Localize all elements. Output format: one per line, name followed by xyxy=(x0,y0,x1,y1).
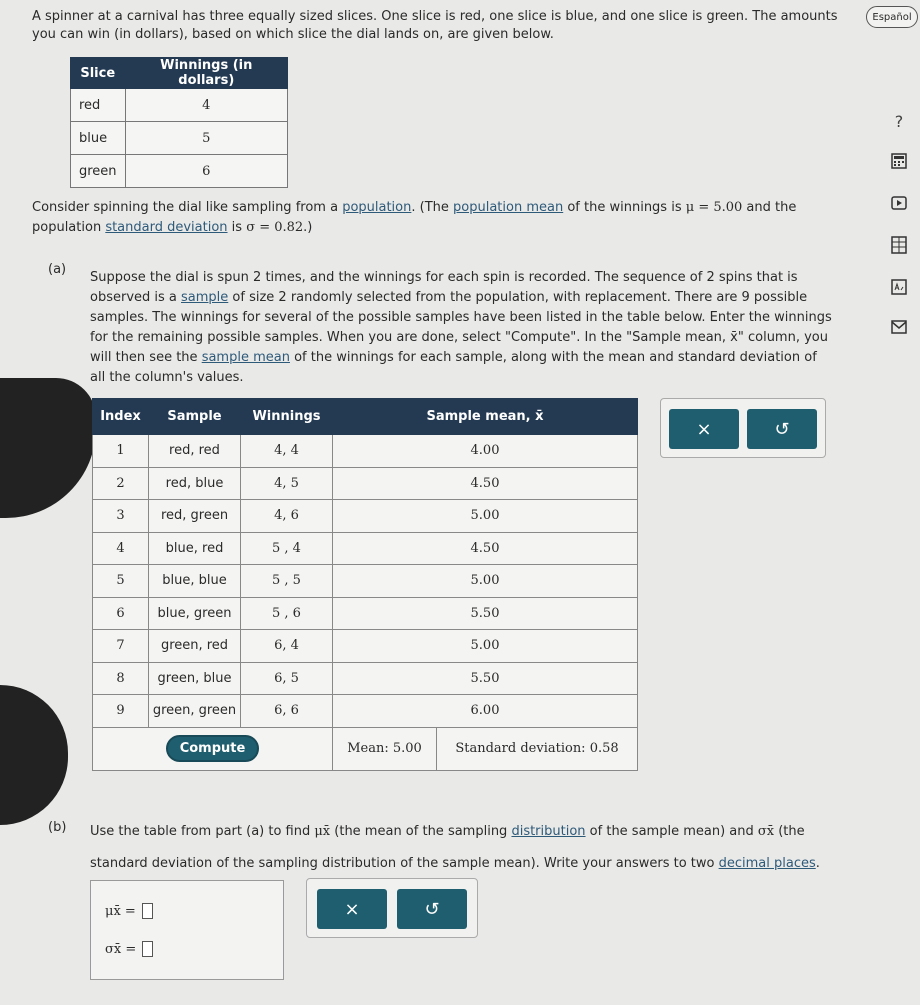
winnings-cell: 4, 4 xyxy=(241,435,333,468)
text-span: . (The xyxy=(411,200,454,215)
compute-cell xyxy=(93,727,333,770)
mu-value: μ = 5.00 xyxy=(685,200,743,215)
index-cell: 3 xyxy=(93,500,149,533)
sample-cell: green, green xyxy=(149,695,241,728)
part-b-action-box xyxy=(306,878,478,938)
language-button[interactable]: Español xyxy=(866,6,918,28)
sigma-answer-row xyxy=(105,941,153,957)
text-span: Consider spinning the dial like sampling from a xyxy=(32,200,343,215)
clear-button[interactable]: × xyxy=(317,889,387,929)
population-mean-link[interactable]: population mean xyxy=(453,200,564,215)
sample-cell: green, red xyxy=(149,630,241,663)
header-sample: Sample xyxy=(149,399,241,435)
table-row xyxy=(93,565,638,598)
winnings-cell[interactable]: 5 , 4 xyxy=(241,532,333,565)
index-cell: 9 xyxy=(93,695,149,728)
text-span: Use the table from part (a) to find xyxy=(90,824,315,839)
stats-cell xyxy=(333,727,638,770)
mu-answer-row xyxy=(105,903,153,919)
table-row xyxy=(93,435,638,468)
table-row xyxy=(93,662,638,695)
winnings-cell: 6, 4 xyxy=(241,630,333,663)
spinner-table xyxy=(70,57,288,188)
winnings-cell: 4 xyxy=(125,89,287,122)
sample-mean-cell: 4.50 xyxy=(333,532,638,565)
mu-answer-input[interactable] xyxy=(142,903,153,919)
sample-link[interactable]: sample xyxy=(181,290,229,305)
winnings-cell[interactable]: 5 , 6 xyxy=(241,597,333,630)
text-span: is xyxy=(227,220,247,235)
index-cell: 2 xyxy=(93,467,149,500)
table-row xyxy=(71,155,288,188)
clear-button[interactable]: × xyxy=(669,409,739,449)
text-span: (the mean of the sampling xyxy=(330,824,512,839)
sample-cell: red, blue xyxy=(149,467,241,500)
calculator-icon[interactable] xyxy=(889,152,909,170)
index-cell: 4 xyxy=(93,532,149,565)
sigma-answer-input[interactable] xyxy=(142,941,153,957)
part-a-action-box xyxy=(660,398,826,458)
finger-occlusion-top xyxy=(0,378,96,518)
part-b-text xyxy=(90,816,850,880)
sample-cell: green, blue xyxy=(149,662,241,695)
table-row xyxy=(93,500,638,533)
distribution-link[interactable]: distribution xyxy=(511,824,586,839)
sample-mean-cell: 5.50 xyxy=(333,662,638,695)
winnings-cell: 6 xyxy=(125,155,287,188)
intro-text: A spinner at a carnival has three equally sized slices. One slice is red, one slice is blue, and one slice is green. The amounts you can win (in dollars), based on which slice the dial lands on, are given below. xyxy=(32,9,838,42)
sigma-answer-label: σx̄ = xyxy=(105,941,137,957)
sd-result: Standard deviation: 0.58 xyxy=(455,741,619,756)
sample-cell: blue, red xyxy=(149,532,241,565)
table-footer xyxy=(93,727,638,770)
winnings-cell: 4, 6 xyxy=(241,500,333,533)
sample-mean-cell: 5.00 xyxy=(333,565,638,598)
slice-cell: blue xyxy=(71,122,126,155)
undo-button[interactable]: ↺ xyxy=(397,889,467,929)
samples-table xyxy=(92,398,638,771)
samples-body xyxy=(93,435,638,728)
message-icon[interactable] xyxy=(889,318,909,336)
text-span: of size 2 randomly selected from the population, with replacement. There are 9 possible samples. The winnings for several of the possible samples have been listed in the table below. Enter the winnings for the remaining possible samples. When you are done, select "Compute". In the "Sample mean, x̄" column, you will then see the xyxy=(90,290,832,365)
sample-mean-cell: 4.50 xyxy=(333,467,638,500)
winnings-cell: 4, 5 xyxy=(241,467,333,500)
data-table-icon[interactable] xyxy=(889,236,909,254)
table-row xyxy=(93,597,638,630)
sigma-xbar-symbol: σx̄ xyxy=(757,824,775,839)
sample-mean-cell: 6.00 xyxy=(333,695,638,728)
header-index: Index xyxy=(93,399,149,435)
sigma-value: σ = 0.82 xyxy=(246,220,304,235)
text-span: Suppose the dial is spun 2 times, and the winnings for each spin is recorded. The sequence of 2 spins that is observed is a xyxy=(90,270,798,305)
sample-cell: red, green xyxy=(149,500,241,533)
part-b-label: (b) xyxy=(48,820,67,835)
index-cell: 5 xyxy=(93,565,149,598)
header-winnings: Winnings xyxy=(241,399,333,435)
table-row xyxy=(93,630,638,663)
text-span: . xyxy=(815,856,820,871)
text-span: .) xyxy=(303,220,313,235)
decimal-places-link[interactable]: decimal places xyxy=(718,856,816,871)
header-sample-mean: Sample mean, x̄ xyxy=(333,399,638,435)
table-row xyxy=(71,122,288,155)
index-cell: 7 xyxy=(93,630,149,663)
table-row xyxy=(93,532,638,565)
winnings-cell: 5 xyxy=(125,122,287,155)
sample-mean-cell: 5.00 xyxy=(333,500,638,533)
glossary-icon[interactable] xyxy=(889,278,909,296)
text-span: of the winnings for each sample, along with the mean and standard deviation of all the column's values. xyxy=(90,350,817,385)
table-row xyxy=(93,695,638,728)
table-row xyxy=(71,89,288,122)
mu-answer-label: μx̄ = xyxy=(105,903,136,919)
spinner-header-slice: Slice xyxy=(71,58,126,89)
sample-cell: blue, green xyxy=(149,597,241,630)
population-link[interactable]: population xyxy=(342,200,412,215)
table-row xyxy=(93,467,638,500)
sample-mean-cell: 5.50 xyxy=(333,597,638,630)
sample-mean-cell: 4.00 xyxy=(333,435,638,468)
slice-cell: green xyxy=(71,155,126,188)
finger-occlusion-bottom xyxy=(0,685,68,825)
sample-cell: blue, blue xyxy=(149,565,241,598)
index-cell: 1 xyxy=(93,435,149,468)
undo-button[interactable]: ↺ xyxy=(747,409,817,449)
slice-cell: red xyxy=(71,89,126,122)
index-cell: 8 xyxy=(93,662,149,695)
compute-button[interactable]: Compute xyxy=(166,735,260,762)
sample-cell: red, red xyxy=(149,435,241,468)
sample-mean-cell: 5.00 xyxy=(333,630,638,663)
text-span: of the winnings is xyxy=(563,200,686,215)
text-span: of the sample mean) and xyxy=(585,824,758,839)
answer-box xyxy=(90,880,284,980)
standard-deviation-link[interactable]: standard deviation xyxy=(105,220,228,235)
part-a-label: (a) xyxy=(48,262,67,277)
mu-xbar-symbol: μx̄ xyxy=(314,824,331,839)
winnings-cell: 6, 5 xyxy=(241,662,333,695)
text-span: and the population xyxy=(32,200,797,235)
help-icon[interactable]: ? xyxy=(894,111,904,131)
index-cell: 6 xyxy=(93,597,149,630)
spinner-header-winnings: Winnings (in dollars) xyxy=(125,58,287,89)
text-span: (the standard deviation of the sampling distribution of the sample mean). Write your answers to two xyxy=(90,824,805,871)
winnings-cell[interactable]: 5 , 5 xyxy=(241,565,333,598)
sample-mean-link[interactable]: sample mean xyxy=(201,350,290,365)
video-icon[interactable] xyxy=(889,194,909,212)
consider-text xyxy=(32,198,832,238)
mean-result: Mean: 5.00 xyxy=(333,728,437,770)
winnings-cell: 6, 6 xyxy=(241,695,333,728)
part-a-text xyxy=(90,268,835,388)
